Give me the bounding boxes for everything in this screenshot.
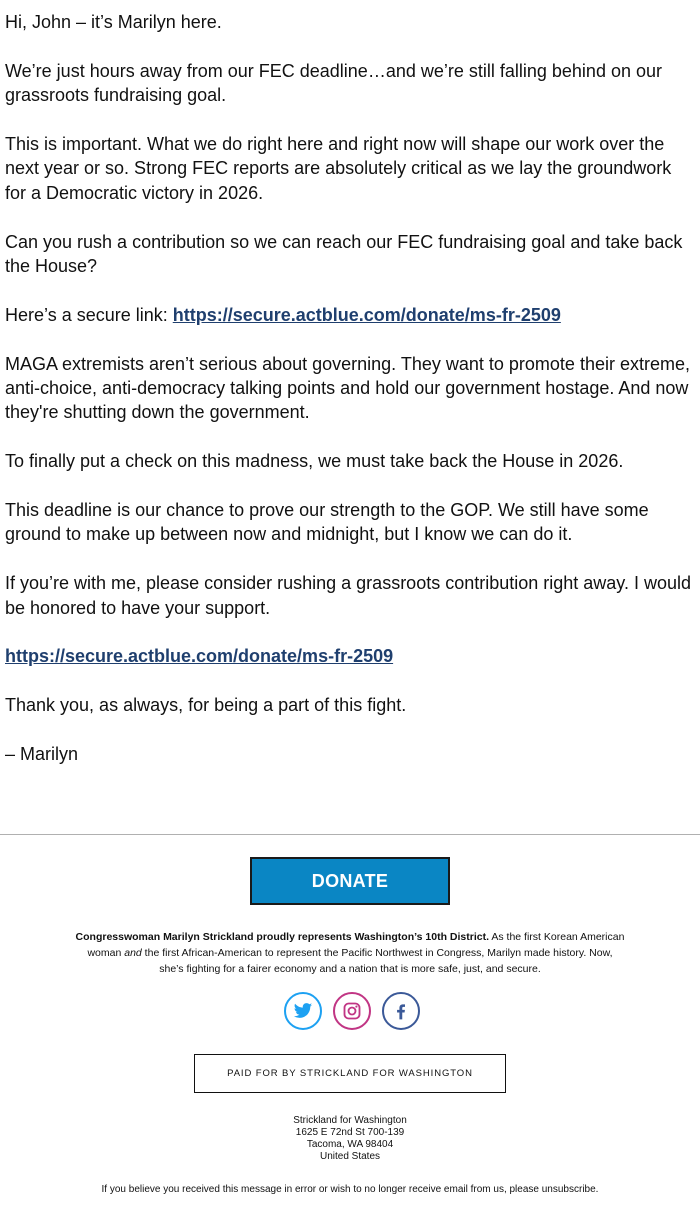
twitter-bird-icon — [292, 1001, 314, 1021]
donate-link-inline[interactable]: https://secure.actblue.com/donate/ms-fr-2509 — [172, 304, 561, 325]
donate-button[interactable]: DONATE — [250, 857, 450, 905]
address-org: Strickland for Washington — [293, 1115, 407, 1126]
mailing-address — [200, 1115, 500, 1163]
address-street: 1625 E 72nd St 700-139 — [295, 1127, 405, 1138]
unsubscribe-notice[interactable]: If you believe you received this message in error or wish to no longer receive email from us, please unsubscribe. — [101, 1184, 599, 1195]
bio-part2: the first African-American to represent the Pacific Northwest in Congress, Marilyn made history. Now, she’s fighting for a fairer economy and a nation that is more safe, just, and secure. — [141, 947, 613, 975]
instagram-icon[interactable] — [333, 992, 371, 1030]
paragraph-with-me: If you’re with me, please consider rushing a grassroots contribution right away. I would be honored to have your support. — [5, 573, 692, 618]
twitter-icon[interactable] — [284, 992, 322, 1030]
bio-part1: As the first Korean American woman — [87, 931, 625, 959]
greeting: Hi, John – it’s Marilyn here. — [5, 12, 222, 32]
paid-for-disclaimer: PAID FOR BY STRICKLAND FOR WASHINGTON — [194, 1054, 506, 1093]
paragraph-thanks: Thank you, as always, for being a part of this fight. — [5, 695, 407, 716]
paragraph-important: This is important. What we do right here and right now will shape our work over the next year or so. Strong FEC reports are absolutely critical as we lay the groundwork for a Democratic victory in 2026. — [5, 134, 672, 203]
bio-text — [75, 929, 625, 977]
paragraph-ask: Can you rush a contribution so we can reach our FEC fundraising goal and take back the House? — [5, 231, 683, 277]
facebook-f-icon — [391, 1000, 411, 1022]
instagram-camera-icon — [342, 1001, 362, 1021]
address-country: United States — [319, 1151, 381, 1162]
paragraph-maga: MAGA extremists aren’t serious about governing. They want to promote their extreme, anti-choice, anti-democracy talking points and hold our government hostage. And now they're shutting down the government. — [5, 353, 690, 423]
bio-bold: Congresswoman Marilyn Strickland proudly represents Washington’s 10th District. — [75, 931, 490, 943]
social-links — [284, 992, 420, 1034]
email-body — [5, 10, 697, 791]
bio-italic: and — [124, 947, 142, 959]
signoff: – Marilyn — [5, 744, 79, 765]
paragraph-link — [5, 644, 697, 668]
address-city: Tacoma, WA 98404 — [306, 1139, 394, 1150]
facebook-icon[interactable] — [382, 992, 420, 1030]
footer-divider — [0, 834, 700, 835]
paragraph-gop: This deadline is our chance to prove our strength to the GOP. We still have some ground to make up between now and midnight, but I know we can do it. — [5, 500, 649, 545]
paragraph-check: To finally put a check on this madness, we must take back the House in 2026. — [5, 451, 624, 472]
paragraph-secure-link — [5, 303, 697, 327]
secure-link-intro: Here’s a secure link: — [5, 304, 173, 325]
paragraph-deadline: We’re just hours away from our FEC deadline…and we’re still falling behind on our grassroots fundraising goal. — [5, 60, 662, 106]
donate-link-standalone[interactable]: https://secure.actblue.com/donate/ms-fr-2509 — [5, 646, 394, 667]
